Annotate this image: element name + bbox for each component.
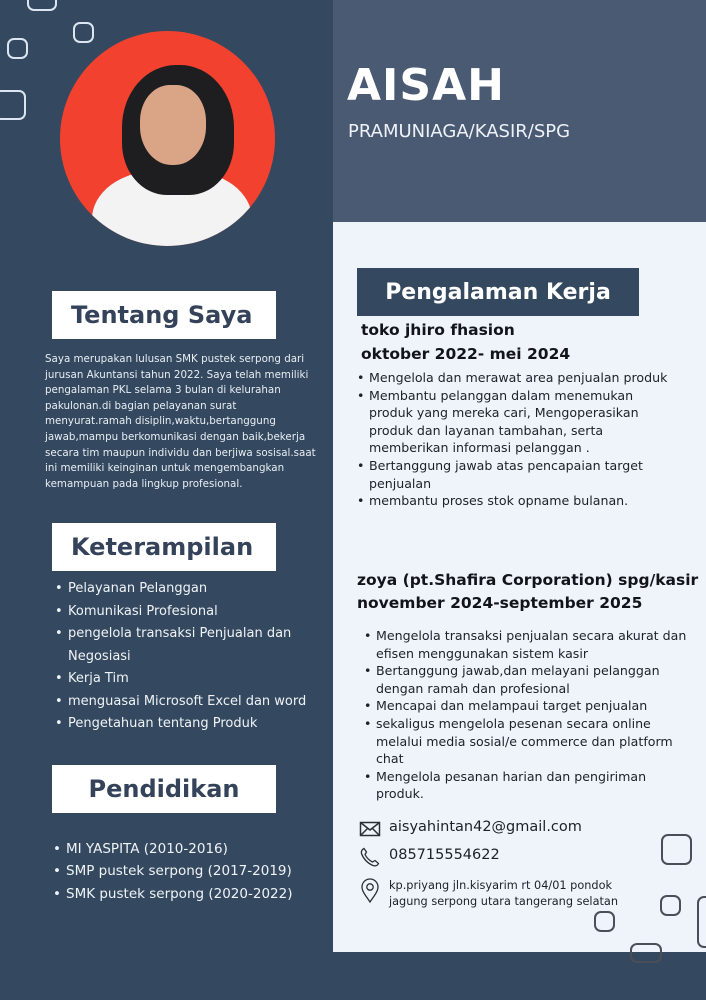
skill-item: • pengelola transaksi Penjualan dan Negosiasi	[55, 623, 315, 668]
contact-phone[interactable]	[359, 847, 500, 867]
decorative-square-icon	[7, 38, 28, 59]
skill-item: • Pelayanan Pelanggan	[55, 578, 315, 601]
skill-item: • menguasai Microsoft Excel dan word	[55, 691, 315, 714]
job-duty: • Bertanggung jawab,dan melayani pelanggan dengan ramah dan profesional	[364, 662, 689, 697]
profile-name: AISAH	[347, 60, 505, 111]
skills-heading-box	[52, 523, 276, 571]
education-item: • SMP pustek serpong (2017-2019)	[53, 860, 328, 882]
education-item: • SMK pustek serpong (2020-2022)	[53, 883, 328, 905]
education-heading-box	[52, 765, 276, 813]
skill-item: • Pengetahuan tentang Produk	[55, 713, 315, 736]
address-text: kp.priyang jln.kisyarim rt 04/01 pondok jagung serpong utara tangerang selatan	[389, 879, 618, 908]
about-heading: Tentang Saya	[71, 301, 253, 329]
about-heading-box	[52, 291, 276, 339]
experience-heading-box	[357, 268, 639, 316]
envelope-icon	[359, 819, 381, 839]
education-list	[53, 838, 328, 905]
photo-face	[140, 85, 206, 165]
experience-heading: Pengalaman Kerja	[385, 279, 611, 305]
job-title: zoya (pt.Shafira Corporation) spg/kasir	[357, 571, 699, 589]
contact-email[interactable]	[359, 819, 582, 839]
decorative-square-icon	[697, 896, 706, 948]
email-text[interactable]: aisyahintan42@gmail.com	[389, 819, 582, 835]
job-duty: • membantu proses stok opname bulanan.	[357, 492, 677, 510]
job-duty: • Mengelola pesanan harian dan pengiriman produk.	[364, 768, 689, 803]
skill-item: • Kerja Tim	[55, 668, 315, 691]
location-pin-icon	[359, 878, 381, 904]
job-duty: • Bertanggung jawab atas pencapaian target penjualan	[357, 457, 677, 492]
job-period: november 2024-september 2025	[357, 594, 643, 612]
about-text: Saya merupakan lulusan SMK pustek serpong dari jurusan Akuntansi tahun 2022. Saya telah memiliki pengalaman PKL selama 3 bulan di kelurahan pakulonan.di bagian pelayanan surat menyurat.ramah disiplin,waktu,bertanggung jawab,mampu berkomunikasi dengan baik,bekerja secara tim maupun individu dan berjiwa sosisal.saat ini memiliki keinginan untuk mengembangkan kemampuan pada lingkup profesional.	[45, 353, 316, 490]
skills-list	[55, 578, 315, 736]
decorative-square-icon	[660, 895, 681, 916]
education-item: • MI YASPITA (2010-2016)	[53, 838, 328, 860]
skill-item: • Komunikasi Profesional	[55, 601, 315, 624]
job-duty: • Mengelola dan merawat area penjualan produk	[357, 369, 677, 387]
job-duty: • Mencapai dan melampaui target penjualan	[364, 697, 689, 715]
job-title: toko jhiro fhasion	[361, 321, 515, 339]
job-period: oktober 2022- mei 2024	[361, 345, 571, 363]
education-heading: Pendidikan	[88, 775, 240, 803]
job-duty: • Membantu pelanggan dalam menemukan produk yang mereka cari, Mengoperasikan produk dan layanan tambahan, serta memberikan informasi pelanggan .	[357, 387, 677, 457]
decorative-square-icon	[73, 22, 94, 43]
job-duty: • Mengelola transaksi penjualan secara akurat dan efisen menggunakan sistem kasir	[364, 627, 689, 662]
profile-photo	[60, 31, 275, 246]
decorative-square-icon	[27, 0, 57, 11]
job-duty: • sekaligus mengelola pesenan secara online melalui media sosial/e commerce dan platform chat	[364, 715, 689, 768]
job-duties-list	[357, 369, 677, 510]
decorative-square-icon	[594, 911, 615, 932]
phone-icon	[359, 847, 381, 867]
header-panel	[333, 0, 706, 222]
decorative-square-icon	[630, 943, 662, 963]
decorative-square-icon	[0, 90, 26, 120]
job-duties-list	[364, 627, 689, 803]
profile-title: PRAMUNIAGA/KASIR/SPG	[348, 121, 571, 142]
decorative-square-icon	[661, 834, 692, 865]
skills-heading: Keterampilan	[71, 533, 254, 561]
phone-text[interactable]: 085715554622	[389, 847, 500, 863]
contact-address	[359, 878, 649, 910]
